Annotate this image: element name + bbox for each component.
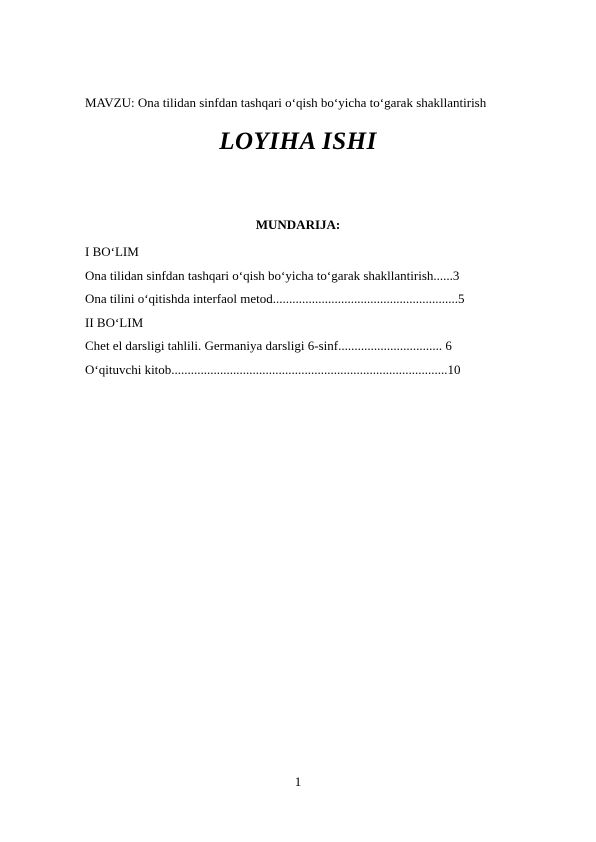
toc-entry: O‘qituvchi kitob.....................................................................................10 [85,361,461,377]
toc-entry: Chet el darsligi tahlili. Germaniya darsligi 6-sinf................................ 6 [85,338,452,353]
toc-section-2-heading: II BO‘LIM [85,314,144,330]
page-number: 1 [294,774,302,789]
toc-section-1-heading: I BO‘LIM [85,244,139,259]
topic-line: MAVZU: Ona tilidan sinfdan tashqari o‘qish bo‘yicha to‘garak shakllantirish [85,95,487,110]
table-of-contents [85,240,515,381]
toc-entry: Ona tilini o‘qitishda interfaol metod.........................................................5 [85,291,465,306]
page-title: LOYIHA ISHI [219,128,377,155]
toc-heading: MUNDARIJA: [255,217,341,232]
toc-entry: Ona tilidan sinfdan tashqari o‘qish bo‘yicha to‘garak shakllantirish......3 [85,267,460,283]
